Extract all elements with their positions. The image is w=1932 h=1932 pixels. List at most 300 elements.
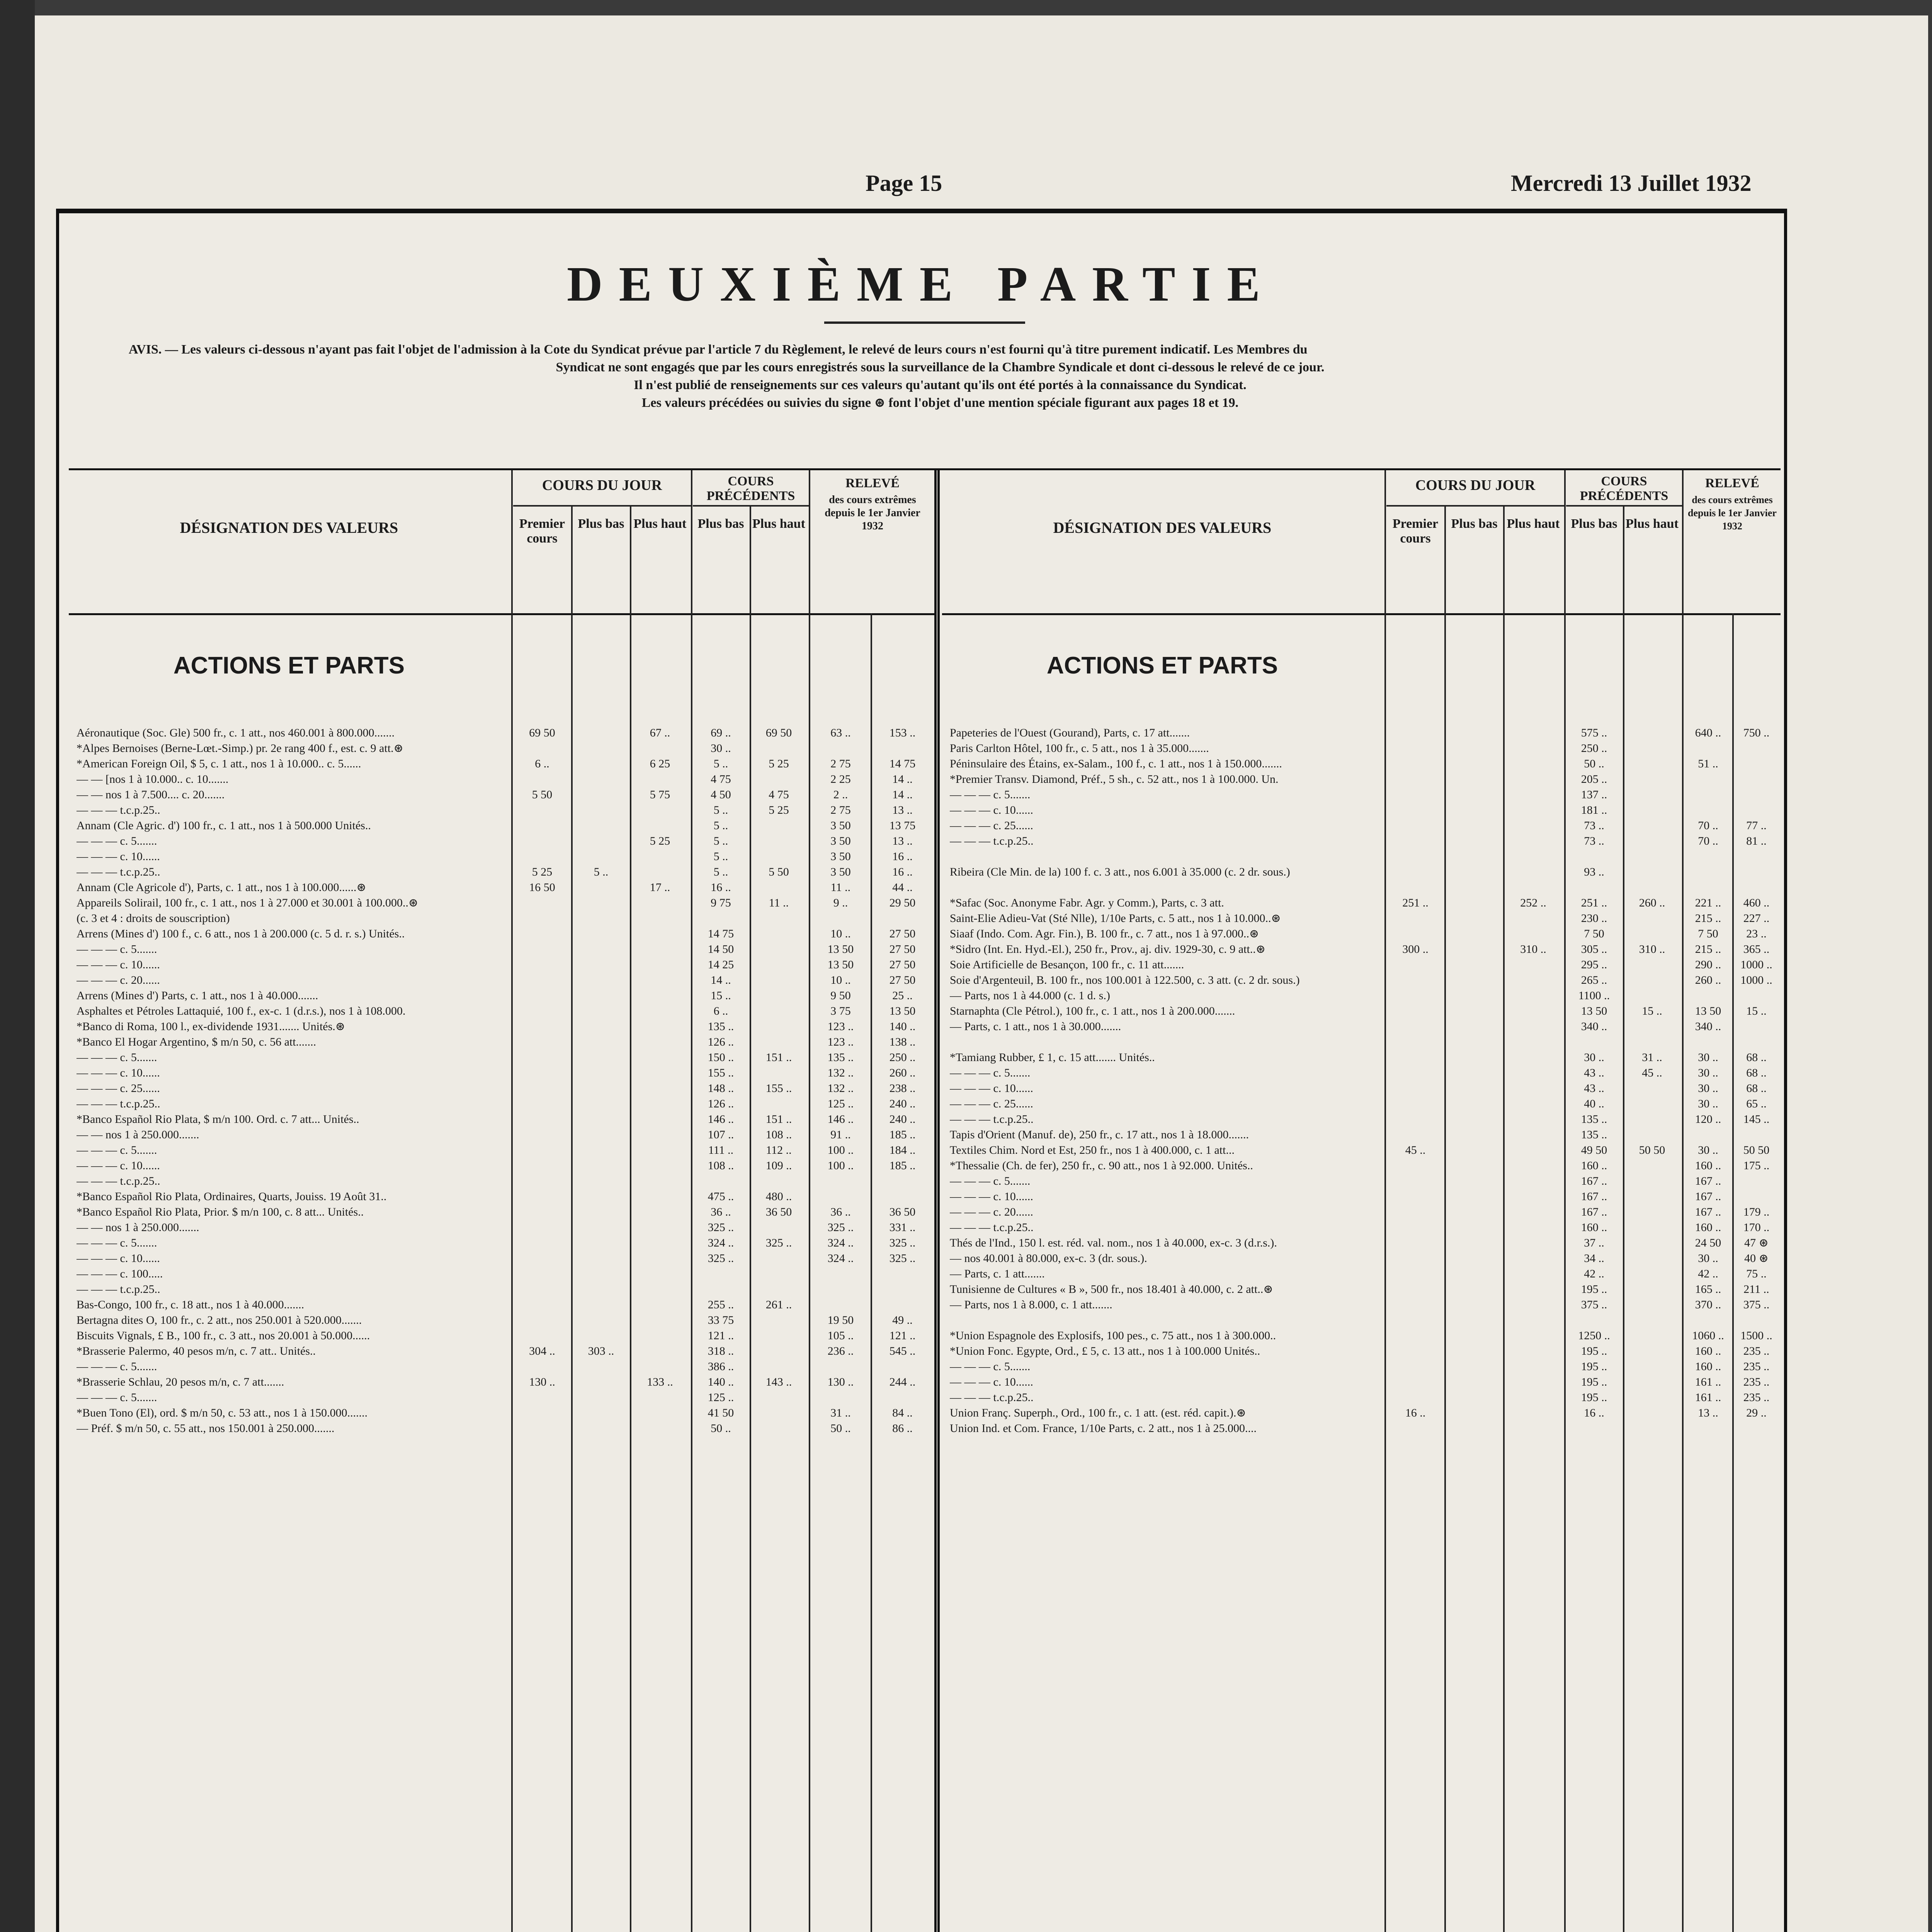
table-row xyxy=(69,1112,934,1127)
page-title: DEUXIÈME PARTIE xyxy=(567,257,1276,311)
releve-max-value: 29 50 xyxy=(889,896,916,909)
releve-max-value: 23 .. xyxy=(1746,927,1767,940)
prev-plus-bas-value: 50 .. xyxy=(711,1422,731,1435)
table-row xyxy=(69,1019,934,1034)
security-name: *American Foreign Oil, $ 5, c. 1 att., nos 1 à 10.000.. c. 5...... xyxy=(77,757,361,770)
security-name: — — — c. 10...... xyxy=(77,1066,160,1079)
releve-max-value: 211 .. xyxy=(1743,1283,1769,1296)
cours-precedents-header: COURS PRÉCÉDENTS xyxy=(706,474,795,503)
releve-max-value: 145 .. xyxy=(1743,1113,1770,1126)
security-name: — — — t.c.p.25.. xyxy=(77,866,160,878)
releve-min-value: 167 .. xyxy=(1695,1190,1721,1203)
releve-min-value: 132 .. xyxy=(827,1082,854,1095)
prev-plus-bas-value: 93 .. xyxy=(1584,866,1604,878)
releve-max-value: 27 50 xyxy=(889,927,916,940)
table-row xyxy=(942,1390,1781,1405)
releve-max-value: 250 .. xyxy=(889,1051,916,1064)
prev-plus-haut-value: 480 .. xyxy=(765,1190,792,1203)
releve-max-value: 325 .. xyxy=(889,1236,916,1249)
table-row xyxy=(942,849,1781,864)
releve-max-value: 244 .. xyxy=(889,1376,916,1388)
security-name: — — nos 1 à 7.500.... c. 20....... xyxy=(77,788,225,801)
security-name: — — — c. 100..... xyxy=(77,1267,163,1280)
cours-du-jour-header: COURS DU JOUR xyxy=(1415,477,1536,493)
notice-line-2: Syndicat ne sont engagés que par les cours enregistrés sous la surveillance de la Chambre Syndicale et dont ci-dessous le relevé de ce jour. xyxy=(556,360,1325,374)
security-name: — nos 40.001 à 80.000, ex-c. 3 (dr. sous.). xyxy=(950,1252,1147,1265)
table-row xyxy=(69,772,934,787)
prev-plus-haut-value: 45 .. xyxy=(1642,1066,1662,1079)
releve-min-value: 160 .. xyxy=(1695,1221,1721,1234)
releve-max-value: 16 .. xyxy=(892,866,913,878)
table-row xyxy=(69,818,934,833)
releve-min-value: 13 .. xyxy=(1698,1406,1718,1419)
table-row xyxy=(942,1173,1781,1189)
table-row xyxy=(942,942,1781,957)
prev-plus-bas-value: 14 50 xyxy=(707,943,734,956)
left-column-headers xyxy=(69,470,934,615)
table-row xyxy=(942,787,1781,803)
releve-min-value: 105 .. xyxy=(827,1329,854,1342)
releve-min-value: 130 .. xyxy=(827,1376,854,1388)
releve-max-value: 240 .. xyxy=(889,1113,916,1126)
releve-max-value: 185 .. xyxy=(889,1159,916,1172)
plus-bas-value: 303 .. xyxy=(588,1345,614,1357)
table-row xyxy=(69,1050,934,1065)
prev-plus-bas-value: 126 .. xyxy=(707,1036,734,1048)
table-row xyxy=(942,1003,1781,1019)
releve-max-value: 27 50 xyxy=(889,958,916,971)
prev-plus-haut-value: 261 .. xyxy=(765,1298,792,1311)
security-name: — — — c. 5....... xyxy=(950,1066,1031,1079)
releve-max-value: 375 .. xyxy=(1743,1298,1770,1311)
security-name: *Brasserie Schlau, 20 pesos m/n, c. 7 att....... xyxy=(77,1376,284,1388)
table-row xyxy=(942,1266,1781,1282)
prev-plus-bas-value: 181 .. xyxy=(1581,804,1607,816)
designation-header: DÉSIGNATION DES VALEURS xyxy=(180,519,398,536)
releve-max-value: 235 .. xyxy=(1743,1360,1770,1373)
content-frame xyxy=(56,209,1787,1932)
table-row xyxy=(69,1266,934,1282)
table-row xyxy=(69,1096,934,1112)
prev-plus-bas-value: 40 .. xyxy=(1584,1097,1604,1110)
security-name: *Alpes Bernoises (Berne-Lœt.-Simp.) pr. 2e rang 400 f., est. c. 9 att.⊛ xyxy=(77,742,403,755)
releve-min-value: 340 .. xyxy=(1695,1020,1721,1033)
releve-max-value: 50 50 xyxy=(1743,1144,1770,1156)
security-name: — — — c. 5....... xyxy=(77,1360,157,1373)
prev-plus-bas-value: 167 .. xyxy=(1581,1175,1607,1187)
prev-plus-bas-value: 121 .. xyxy=(707,1329,734,1342)
cours-precedents-header: COURS PRÉCÉDENTS xyxy=(1580,474,1668,503)
table-row xyxy=(942,772,1781,787)
security-name: Biscuits Vignals, £ B., 100 fr., c. 3 att., nos 20.001 à 50.000...... xyxy=(77,1329,370,1342)
releve-min-value: 13 50 xyxy=(827,943,854,956)
security-name: — — — t.c.p.25.. xyxy=(950,1113,1034,1126)
prev-plus-haut-value: 325 .. xyxy=(765,1236,792,1249)
releve-min-value: 120 .. xyxy=(1695,1113,1721,1126)
prev-plus-haut-value: 109 .. xyxy=(765,1159,792,1172)
security-name: (c. 3 et 4 : droits de souscription) xyxy=(77,912,230,925)
releve-min-value: 370 .. xyxy=(1695,1298,1721,1311)
page-number: Page 15 xyxy=(866,170,942,196)
releve-min-value: 165 .. xyxy=(1695,1283,1721,1296)
header-rule xyxy=(1386,505,1564,507)
scan-edge xyxy=(0,0,35,1932)
releve-min-value: 324 .. xyxy=(827,1236,854,1249)
prev-plus-bas-value: 195 .. xyxy=(1581,1376,1607,1388)
prev-plus-haut-value: 50 50 xyxy=(1639,1144,1665,1156)
security-name: — — — t.c.p.25.. xyxy=(77,804,160,816)
security-name: — Parts, nos 1 à 44.000 (c. 1 d. s.) xyxy=(950,989,1110,1002)
prev-plus-bas-value: 5 .. xyxy=(713,804,728,816)
releve-max-value: 68 .. xyxy=(1746,1051,1767,1064)
prev-plus-haut-value: 4 75 xyxy=(769,788,789,801)
table-row xyxy=(69,1421,934,1436)
table-row xyxy=(69,880,934,895)
prev-plus-bas-value: 5 .. xyxy=(713,866,728,878)
plus-bas-value: 5 .. xyxy=(594,866,609,878)
prev-plus-bas-value: 340 .. xyxy=(1581,1020,1607,1033)
releve-min-value: 50 .. xyxy=(830,1422,851,1435)
releve-max-value: 14 .. xyxy=(892,788,913,801)
releve-min-value: 260 .. xyxy=(1695,974,1721,986)
notice-line-4: Les valeurs précédées ou suivies du signe ⊛ font l'objet d'une mention spéciale figurant aux pages 18 et 19. xyxy=(641,396,1239,410)
table-row xyxy=(942,1019,1781,1034)
notice-line-1: AVIS. — Les valeurs ci-dessous n'ayant pas fait l'objet de l'admission à la Cote du Syndicat prévue par l'article 7 du Règlement, le relevé de leurs cours n'est fourni qu'à titre purement indicatif. Les Membres du xyxy=(129,342,1308,357)
table-row xyxy=(942,957,1781,973)
prev-plus-bas-value: 4 50 xyxy=(711,788,731,801)
releve-max-value: 140 .. xyxy=(889,1020,916,1033)
table-row xyxy=(69,756,934,772)
prev-plus-bas-value: 16 .. xyxy=(711,881,731,894)
table-row xyxy=(69,1374,934,1390)
prev-plus-haut-value: 15 .. xyxy=(1642,1005,1662,1017)
table-row xyxy=(942,725,1781,741)
releve-max-value: 235 .. xyxy=(1743,1345,1770,1357)
table-row xyxy=(69,725,934,741)
releve-max-value: 16 .. xyxy=(892,850,913,863)
security-name: — Préf. $ m/n 50, c. 55 att., nos 150.001 à 250.000....... xyxy=(77,1422,335,1435)
prev-plus-bas-value: 111 .. xyxy=(708,1144,734,1156)
table-row xyxy=(69,1204,934,1220)
table-row xyxy=(942,1235,1781,1251)
security-name: *Brasserie Palermo, 40 pesos m/n, c. 7 att.. Unités.. xyxy=(77,1345,316,1357)
prev-plus-haut-value: 5 25 xyxy=(769,757,789,770)
right-table-half xyxy=(942,470,1781,1932)
security-name: Arrens (Mines d') Parts, c. 1 att., nos 1 à 40.000....... xyxy=(77,989,318,1002)
plus-haut-header: Plus haut xyxy=(633,517,687,531)
security-name: *Buen Tono (El), ord. $ m/n 50, c. 53 att., nos 1 à 150.000....... xyxy=(77,1406,368,1419)
releve-min-value: 167 .. xyxy=(1695,1206,1721,1218)
releve-max-value: 260 .. xyxy=(889,1066,916,1079)
security-name: Saint-Elie Adieu-Vat (Sté Nlle), 1/10e Parts, c. 5 att., nos 1 à 10.000..⊛ xyxy=(950,912,1281,925)
releve-min-value: 51 .. xyxy=(1698,757,1718,770)
releve-max-value: 238 .. xyxy=(889,1082,916,1095)
releve-min-value: 2 25 xyxy=(830,773,851,786)
prev-plus-haut-value: 69 50 xyxy=(765,726,792,739)
table-row xyxy=(69,1359,934,1374)
table-row xyxy=(69,926,934,942)
table-row xyxy=(942,1220,1781,1235)
table-row xyxy=(942,1189,1781,1204)
security-name: Starnaphta (Cle Pétrol.), 100 fr., c. 1 att., nos 1 à 200.000....... xyxy=(950,1005,1235,1017)
prev-plus-haut-header: Plus haut xyxy=(1626,517,1679,531)
prev-plus-bas-value: 255 .. xyxy=(707,1298,734,1311)
table-row xyxy=(942,1065,1781,1081)
security-name: — — — c. 5....... xyxy=(77,943,157,956)
security-name: — — — c. 5....... xyxy=(950,788,1031,801)
releve-min-value: 3 50 xyxy=(830,850,851,863)
releve-min-value: 13 50 xyxy=(827,958,854,971)
table-row xyxy=(69,1297,934,1313)
releve-min-value: 30 .. xyxy=(1698,1144,1718,1156)
prev-plus-bas-header: Plus bas xyxy=(697,517,744,531)
premier-cours-value: 5 50 xyxy=(532,788,553,801)
premier-cours-value: 16 .. xyxy=(1405,1406,1426,1419)
table-row xyxy=(69,1065,934,1081)
prev-plus-bas-value: 125 .. xyxy=(707,1391,734,1404)
releve-min-value: 135 .. xyxy=(827,1051,854,1064)
prev-plus-bas-value: 575 .. xyxy=(1581,726,1607,739)
prev-plus-haut-value: 108 .. xyxy=(765,1128,792,1141)
prev-plus-bas-value: 41 50 xyxy=(707,1406,734,1419)
premier-cours-value: 304 .. xyxy=(529,1345,555,1357)
releve-max-value: 86 .. xyxy=(892,1422,913,1435)
prev-plus-bas-value: 69 .. xyxy=(711,726,731,739)
prev-plus-bas-value: 43 .. xyxy=(1584,1066,1604,1079)
releve-min-value: 160 .. xyxy=(1695,1345,1721,1357)
table-row xyxy=(69,803,934,818)
table-row xyxy=(942,1127,1781,1143)
releve-subheader: des cours extrêmes depuis le 1er Janvier 1932 xyxy=(1688,494,1777,532)
prev-plus-bas-value: 195 .. xyxy=(1581,1283,1607,1296)
table-row xyxy=(69,1081,934,1096)
security-name: *Banco di Roma, 100 l., ex-dividende 1931....... Unités.⊛ xyxy=(77,1020,345,1033)
releve-max-value: 13 75 xyxy=(889,819,916,832)
prev-plus-bas-value: 265 .. xyxy=(1581,974,1607,986)
table-row xyxy=(69,864,934,880)
notice-paragraph xyxy=(129,341,1752,412)
security-name: Soie d'Argenteuil, B. 100 fr., nos 100.001 à 122.500, c. 3 att. (c. 2 dr. sous.) xyxy=(950,974,1300,986)
releve-min-value: 2 .. xyxy=(833,788,848,801)
table-row xyxy=(942,973,1781,988)
releve-max-value: 13 .. xyxy=(892,804,913,816)
table-row xyxy=(942,1251,1781,1266)
table-row xyxy=(69,1390,934,1405)
prev-plus-bas-value: 195 .. xyxy=(1581,1391,1607,1404)
premier-cours-value: 130 .. xyxy=(529,1376,555,1388)
prev-plus-bas-value: 1100 .. xyxy=(1578,989,1610,1002)
premier-cours-value: 45 .. xyxy=(1405,1144,1426,1156)
releve-min-value: 161 .. xyxy=(1695,1391,1721,1404)
security-name: Siaaf (Indo. Com. Agr. Fin.), B. 100 fr., c. 7 att., nos 1 à 97.000..⊛ xyxy=(950,927,1259,940)
releve-header: RELEVÉ xyxy=(1705,476,1759,490)
table-row xyxy=(69,1127,934,1143)
left-section-title: ACTIONS ET PARTS xyxy=(173,652,405,679)
security-name: Papeteries de l'Ouest (Gourand), Parts, c. 17 att....... xyxy=(950,726,1190,739)
cours-du-jour-header: COURS DU JOUR xyxy=(542,477,662,493)
page-header xyxy=(35,162,1928,209)
prev-plus-haut-value: 151 .. xyxy=(765,1051,792,1064)
prev-plus-bas-value: 155 .. xyxy=(707,1066,734,1079)
table-row xyxy=(69,1158,934,1173)
quotation-table xyxy=(69,468,1781,1932)
security-name: Annam (Cle Agric. d') 100 fr., c. 1 att., nos 1 à 500.000 Unités.. xyxy=(77,819,371,832)
prev-plus-bas-value: 30 .. xyxy=(1584,1051,1604,1064)
prev-plus-haut-header: Plus haut xyxy=(752,517,805,531)
prev-plus-haut-value: 310 .. xyxy=(1639,943,1665,956)
plus-haut-value: 310 .. xyxy=(1520,943,1546,956)
releve-min-value: 221 .. xyxy=(1695,896,1721,909)
table-row xyxy=(69,988,934,1003)
releve-max-value: 750 .. xyxy=(1743,726,1770,739)
prev-plus-bas-value: 146 .. xyxy=(707,1113,734,1126)
prev-plus-bas-value: 160 .. xyxy=(1581,1159,1607,1172)
security-name: Paris Carlton Hôtel, 100 fr., c. 5 att., nos 1 à 35.000....... xyxy=(950,742,1209,755)
releve-max-value: 235 .. xyxy=(1743,1391,1770,1404)
security-name: Asphaltes et Pétroles Lattaquié, 100 f., ex-c. 1 (d.r.s.), nos 1 à 108.000. xyxy=(77,1005,406,1017)
releve-max-value: 49 .. xyxy=(892,1314,913,1327)
table-row xyxy=(942,1282,1781,1297)
releve-max-value: 14 .. xyxy=(892,773,913,786)
prev-plus-bas-value: 375 .. xyxy=(1581,1298,1607,1311)
releve-max-value: 235 .. xyxy=(1743,1376,1770,1388)
releve-max-value: 153 .. xyxy=(889,726,916,739)
releve-min-value: 3 50 xyxy=(830,835,851,847)
prev-plus-bas-value: 205 .. xyxy=(1581,773,1607,786)
prev-plus-bas-value: 16 .. xyxy=(1584,1406,1604,1419)
security-name: — — — t.c.p.25.. xyxy=(77,1283,160,1296)
prev-plus-bas-value: 9 75 xyxy=(711,896,731,909)
prev-plus-bas-value: 5 .. xyxy=(713,757,728,770)
security-name: Arrens (Mines d') 100 f., c. 6 att., nos 1 à 200.000 (c. 5 d. r. s.) Unités.. xyxy=(77,927,405,940)
prev-plus-bas-value: 33 75 xyxy=(707,1314,734,1327)
table-row xyxy=(942,880,1781,895)
releve-max-value: 81 .. xyxy=(1746,835,1767,847)
security-name: *Safac (Soc. Anonyme Fabr. Agr. y Comm.), Parts, c. 3 att. xyxy=(950,896,1224,909)
security-name: — — — c. 10...... xyxy=(77,1252,160,1265)
releve-min-value: 9 50 xyxy=(830,989,851,1002)
table-row xyxy=(69,1189,934,1204)
security-name: Tunisienne de Cultures « B », 500 fr., nos 18.401 à 40.000, c. 2 att..⊛ xyxy=(950,1283,1273,1296)
releve-min-value: 132 .. xyxy=(827,1066,854,1079)
prev-plus-bas-value: 14 25 xyxy=(707,958,734,971)
table-row xyxy=(69,1003,934,1019)
releve-max-value: 68 .. xyxy=(1746,1082,1767,1095)
table-row xyxy=(942,833,1781,849)
releve-min-value: 36 .. xyxy=(830,1206,851,1218)
releve-min-value: 160 .. xyxy=(1695,1159,1721,1172)
prev-plus-bas-value: 148 .. xyxy=(707,1082,734,1095)
prev-plus-bas-value: 13 50 xyxy=(1581,1005,1607,1017)
prev-plus-haut-value: 5 25 xyxy=(769,804,789,816)
releve-min-value: 2 75 xyxy=(830,804,851,816)
prev-plus-bas-value: 34 .. xyxy=(1584,1252,1604,1265)
prev-plus-bas-value: 43 .. xyxy=(1584,1082,1604,1095)
releve-min-value: 3 75 xyxy=(830,1005,851,1017)
table-row xyxy=(942,1359,1781,1374)
releve-min-value: 30 .. xyxy=(1698,1082,1718,1095)
prev-plus-bas-value: 195 .. xyxy=(1581,1345,1607,1357)
security-name: — — — t.c.p.25.. xyxy=(77,1097,160,1110)
releve-min-value: 30 .. xyxy=(1698,1252,1718,1265)
prev-plus-bas-value: 14 75 xyxy=(707,927,734,940)
security-name: — — — c. 10...... xyxy=(950,1376,1033,1388)
releve-max-value: 77 .. xyxy=(1746,819,1767,832)
security-name: *Union Fonc. Egypte, Ord., £ 5, c. 13 att., nos 1 à 100.000 Unités.. xyxy=(950,1345,1260,1357)
security-name: Textiles Chim. Nord et Est, 250 fr., nos 1 à 400.000, c. 1 att... xyxy=(950,1144,1235,1156)
releve-min-value: 70 .. xyxy=(1698,819,1718,832)
releve-min-value: 30 .. xyxy=(1698,1097,1718,1110)
table-row xyxy=(69,1173,934,1189)
table-row xyxy=(942,1374,1781,1390)
table-row xyxy=(69,787,934,803)
security-name: Bertagna dites O, 100 fr., c. 2 att., nos 250.001 à 520.000....... xyxy=(77,1314,362,1327)
table-row xyxy=(942,741,1781,756)
releve-min-value: 7 50 xyxy=(1698,927,1718,940)
releve-max-value: 27 50 xyxy=(889,974,916,986)
page-date: Mercredi 13 Juillet 1932 xyxy=(1511,170,1752,196)
plus-haut-value: 17 .. xyxy=(650,881,670,894)
releve-max-value: 227 .. xyxy=(1743,912,1770,925)
releve-max-value: 65 .. xyxy=(1746,1097,1767,1110)
premier-cours-value: 16 50 xyxy=(529,881,555,894)
plus-bas-header: Plus bas xyxy=(578,517,624,531)
security-name: Aéronautique (Soc. Gle) 500 fr., c. 1 att., nos 460.001 à 800.000....... xyxy=(77,726,395,739)
releve-max-value: 1000 .. xyxy=(1740,974,1772,986)
releve-header: RELEVÉ xyxy=(845,476,900,490)
releve-min-value: 3 50 xyxy=(830,866,851,878)
premier-cours-value: 6 .. xyxy=(535,757,549,770)
releve-max-value: 84 .. xyxy=(892,1406,913,1419)
prev-plus-bas-value: 150 .. xyxy=(707,1051,734,1064)
prev-plus-bas-value: 251 .. xyxy=(1581,896,1607,909)
prev-plus-haut-value: 31 .. xyxy=(1642,1051,1662,1064)
releve-max-value: 68 .. xyxy=(1746,1066,1767,1079)
table-row xyxy=(942,926,1781,942)
prev-plus-haut-value: 143 .. xyxy=(765,1376,792,1388)
releve-max-value: 138 .. xyxy=(889,1036,916,1048)
releve-min-value: 30 .. xyxy=(1698,1066,1718,1079)
releve-min-value: 236 .. xyxy=(827,1345,854,1357)
table-row xyxy=(69,1328,934,1344)
security-name: — — — c. 10...... xyxy=(950,804,1033,816)
table-row xyxy=(69,833,934,849)
releve-max-value: 179 .. xyxy=(1743,1206,1770,1218)
releve-min-value: 123 .. xyxy=(827,1036,854,1048)
plus-haut-value: 133 .. xyxy=(647,1376,673,1388)
security-name: Soie Artificielle de Besançon, 100 fr., c. 11 att....... xyxy=(950,958,1184,971)
table-row xyxy=(69,741,934,756)
table-row xyxy=(69,942,934,957)
releve-max-value: 184 .. xyxy=(889,1144,916,1156)
releve-max-value: 331 .. xyxy=(889,1221,916,1234)
releve-max-value: 14 75 xyxy=(889,757,916,770)
prev-plus-bas-value: 36 .. xyxy=(711,1206,731,1218)
prev-plus-bas-value: 135 .. xyxy=(1581,1128,1607,1141)
designation-header: DÉSIGNATION DES VALEURS xyxy=(1053,519,1272,536)
releve-min-value: 324 .. xyxy=(827,1252,854,1265)
table-row xyxy=(942,1421,1781,1436)
security-name: *Banco El Hogar Argentino, $ m/n 50, c. 56 att....... xyxy=(77,1036,316,1048)
table-row xyxy=(942,1297,1781,1313)
prev-plus-bas-value: 49 50 xyxy=(1581,1144,1607,1156)
premier-cours-header: Premier cours xyxy=(1392,517,1439,546)
security-name: — — — c. 10...... xyxy=(77,958,160,971)
prev-plus-haut-value: 36 50 xyxy=(765,1206,792,1218)
prev-plus-bas-value: 325 .. xyxy=(707,1221,734,1234)
prev-plus-bas-value: 126 .. xyxy=(707,1097,734,1110)
table-row xyxy=(69,1282,934,1297)
